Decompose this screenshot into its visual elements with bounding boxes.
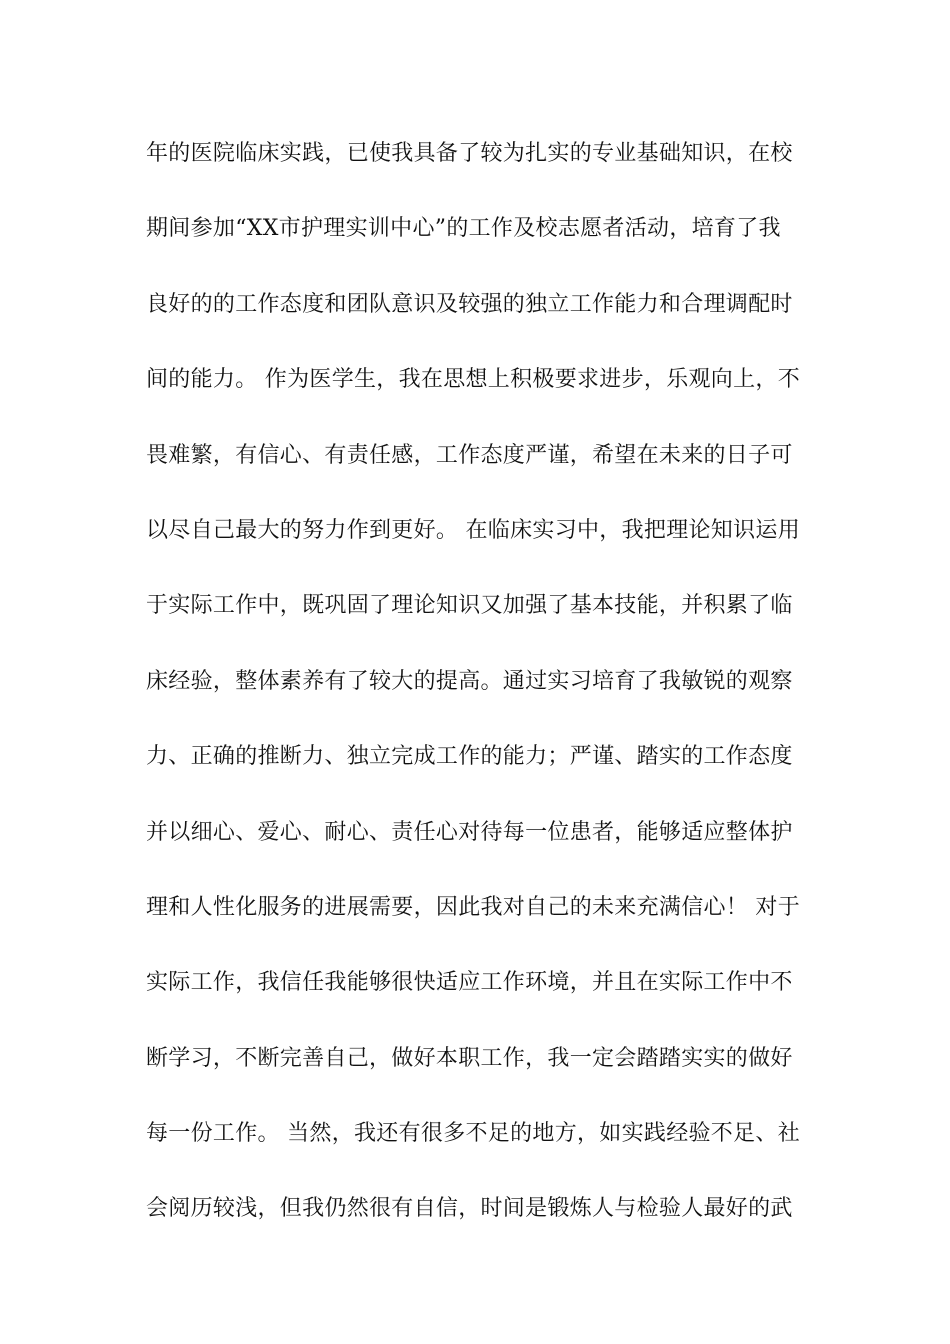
body-line-8: 床经验，整体素养有了较大的提高。通过实习培育了我敏锐的观察: [146, 668, 793, 694]
body-line-15: 会阅历较浅，但我仍然很有自信，时间是锻炼人与检验人最好的武: [146, 1196, 793, 1222]
body-line-2: 期间参加“XX市护理实训中心”的工作及校志愿者活动，培育了我: [146, 216, 781, 242]
body-line-13: 断学习，不断完善自己，做好本职工作，我一定会踏踏实实的做好: [146, 1045, 793, 1071]
body-line-5: 畏难繁，有信心、有责任感，工作态度严谨，希望在未来的日子可: [146, 442, 793, 468]
body-line-7: 于实际工作中，既巩固了理论知识又加强了基本技能，并积累了临: [146, 593, 793, 619]
body-line-11: 理和人性化服务的进展需要，因此我对自己的未来充满信心！ 对于: [146, 894, 800, 920]
body-line-14: 每一份工作。 当然，我还有很多不足的地方，如实践经验不足、社: [146, 1121, 800, 1147]
body-line-10: 并以细心、爱心、耐心、责任心对待每一位患者，能够适应整体护: [146, 819, 793, 845]
body-line-4: 间的能力。 作为医学生，我在思想上积极要求进步，乐观向上，不: [146, 367, 800, 393]
body-line-9: 力、正确的推断力、独立完成工作的能力；严谨、踏实的工作态度: [146, 744, 793, 770]
body-line-6: 以尽自己最大的努力作到更好。 在临床实习中，我把理论知识运用: [146, 517, 800, 543]
body-line-12: 实际工作，我信任我能够很快适应工作环境，并且在实际工作中不: [146, 970, 793, 996]
body-line-3: 良好的的工作态度和团队意识及较强的独立工作能力和合理调配时: [146, 291, 793, 317]
body-line-1: 年的医院临床实践，已使我具备了较为扎实的专业基础知识，在校: [146, 141, 793, 166]
document-body: [146, 131, 811, 1262]
